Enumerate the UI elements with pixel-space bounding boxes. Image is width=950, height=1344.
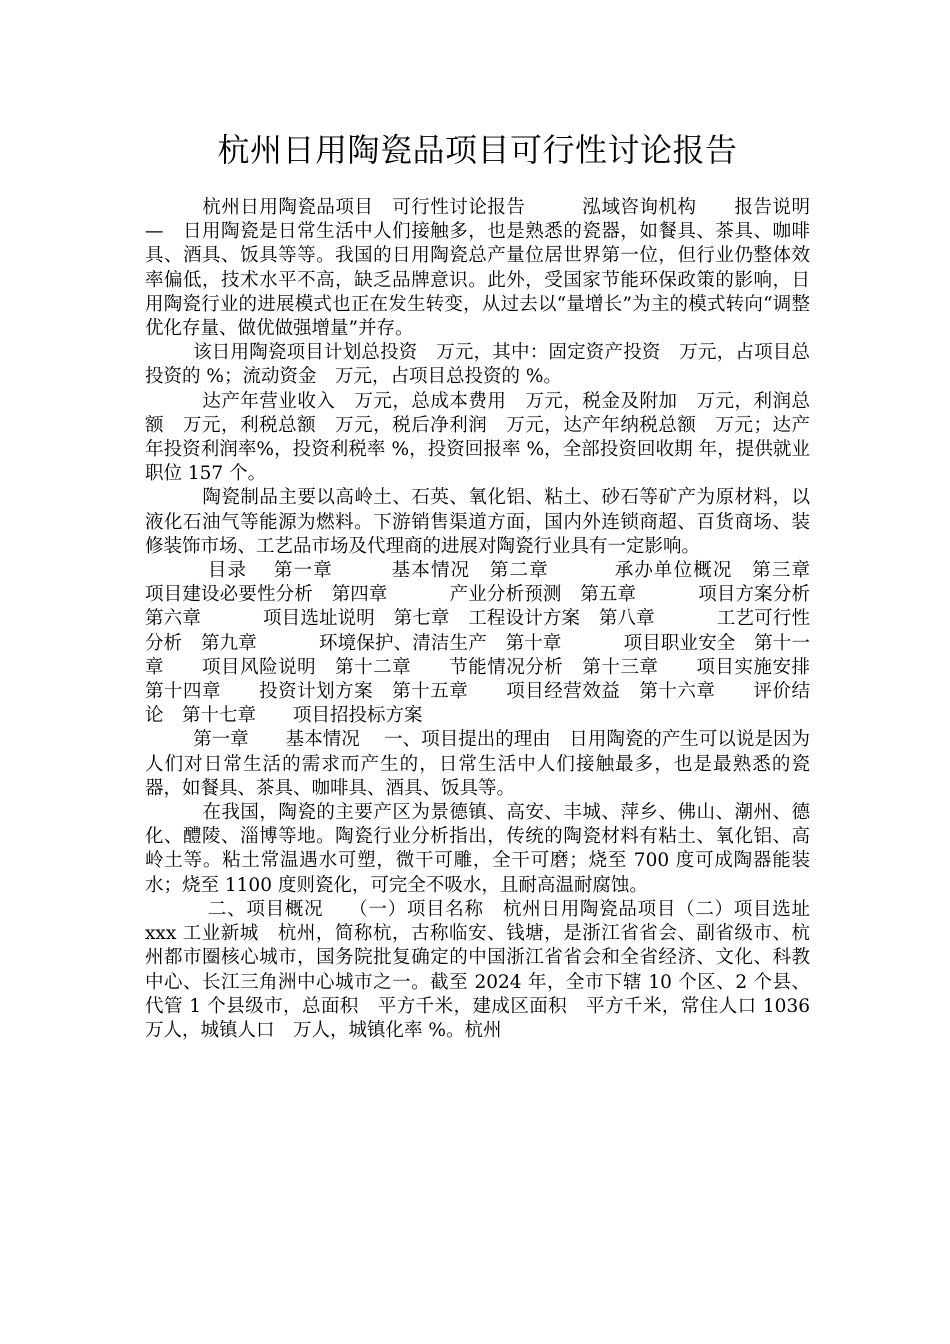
paragraph-project-overview: 二、项目概况 （一）项目名称 杭州日用陶瓷品项目（二）项目选址 xxx 工业新城 杭州，简称杭，古称临安、钱塘，是浙江省省会、副省级市、杭州都市圈核心城市，国务院批复确定的中国浙江省省会和全省经济、文化、科教中心、长江三角洲中心城市之一。截至 2024 年，全市下辖 10 个区、2 个县、代管 1 个县级市，总面积 平方千米，建成区面积 平方千米，常住人口 1036 万人，城镇人口 万人，城镇化率 %。杭州	[145, 898, 829, 1041]
paragraph-revenue: 达产年营业收入 万元，总成本费用 万元，税金及附加 万元，利润总额 万元，利税总额 万元，税后净利润 万元，达产年纳税总额 万元；达产年投资利润率%，投资利税率 %，投资回报率 %，全部投资回收期 年，提供就业职位 157 个。	[145, 390, 810, 485]
paragraph-chapter-one: 第一章 基本情况 一、项目提出的理由 日用陶瓷的产生可以说是因为人们对日常生活的需求而产生的，日常生活中人们接触最多，也是最熟悉的瓷器，如餐具、茶具、咖啡具、酒具、饭具等。	[145, 729, 810, 799]
paragraph-table-of-contents: 目录 第一章 基本情况 第二章 承办单位概况 第三章 项目建设必要性分析 第四章 产业分析预测 第五章 项目方案分析 第六章 项目选址说明 第七章 工程设计方案 第八章 工艺可行性分析 第九章 环境保护、清洁生产 第十章 项目职业安全 第十一章 项目风险说明 第十二章 节能情况分析 第十三章 项目实施安排 第十四章 投资计划方案 第十五章 项目经营效益 第十六章 评价结论 第十七章 项目招投标方案	[145, 560, 872, 727]
document-title: 杭州日用陶瓷品项目可行性讨论报告	[217, 131, 738, 169]
paragraph-intro: 杭州日用陶瓷品项目 可行性讨论报告 泓域咨询机构 报告说明— 日用陶瓷是日常生活中人们接触多，也是熟悉的瓷器，如餐具、茶具、咖啡具、酒具、饭具等等。我国的日用陶瓷总产量位居世界第一位，但行业仍整体效率偏低，技术水平不高，缺乏品牌意识。此外，受国家节能环保政策的影响，日用陶瓷行业的进展模式也正在发生转变，从过去以“量增长”为主的模式转向“调整优化存量、做优做强增量”并存。	[145, 197, 810, 340]
paragraph-production-regions: 在我国，陶瓷的主要产区为景德镇、高安、丰城、萍乡、佛山、潮州、德化、醴陵、淄博等地。陶瓷行业分析指出，传统的陶瓷材料有粘土、氧化铝、高岭土等。粘土常温遇水可塑，微干可雕，全干可磨；烧至 700 度可成陶器能装水；烧至 1100 度则瓷化，可完全不吸水，且耐高温耐腐蚀。	[145, 802, 810, 896]
paragraph-materials: 陶瓷制品主要以高岭土、石英、氧化铝、粘土、砂石等矿产为原材料，以液化石油气等能源为燃料。下游销售渠道方面，国内外连锁商超、百货商场、装修装饰市场、工艺品市场及代理商的进展对陶瓷行业具有一定影响。	[145, 487, 810, 557]
paragraph-investment: 该日用陶瓷项目计划总投资 万元，其中：固定资产投资 万元，占项目总投资的 %；流动资金 万元，占项目总投资的 %。	[145, 342, 810, 388]
